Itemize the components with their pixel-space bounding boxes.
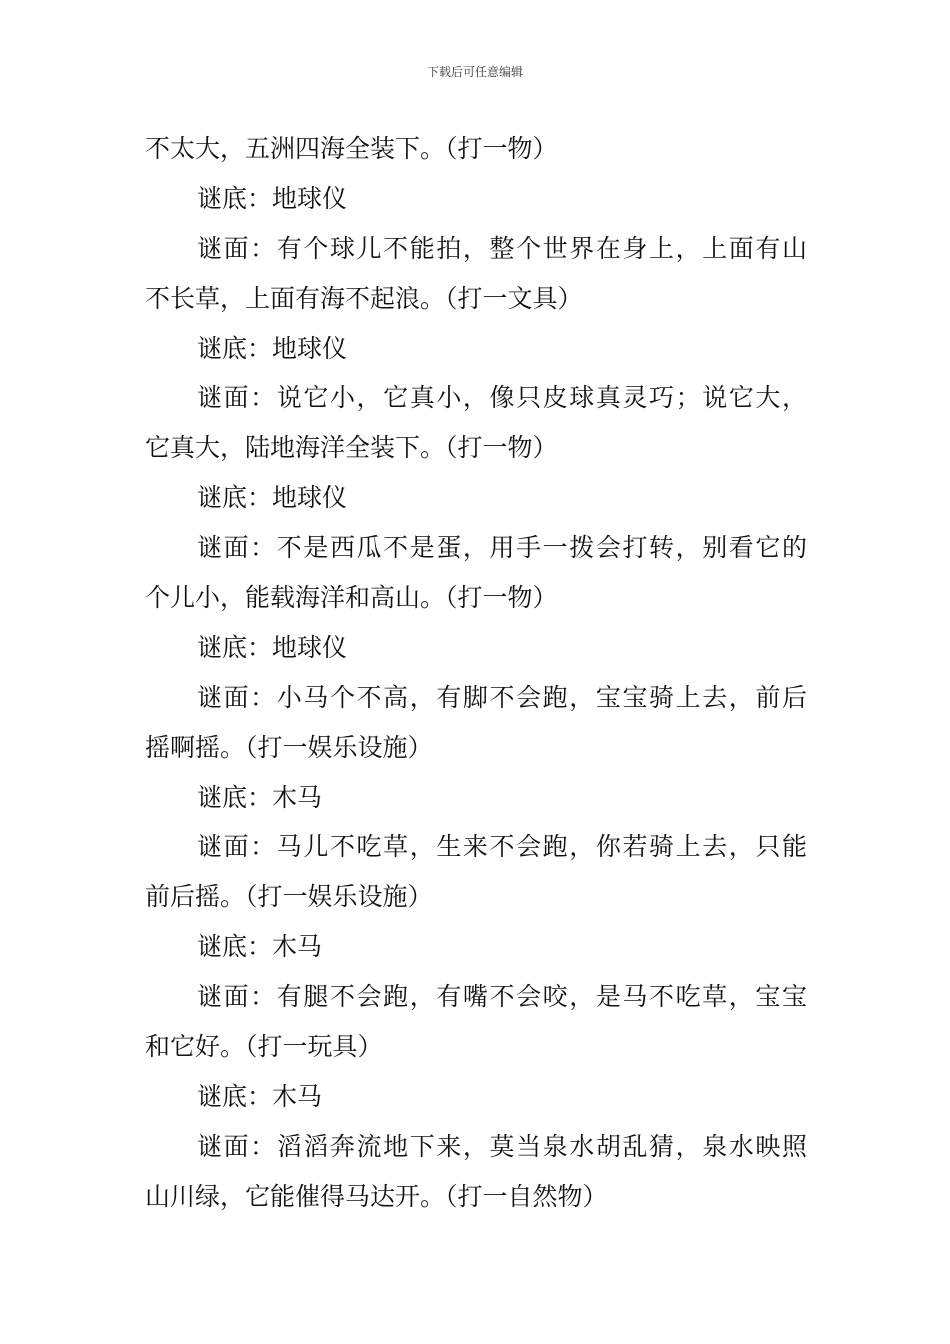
riddle-question-line: 谜面：马儿不吃草，生来不会跑，你若骑上去，只能 — [197, 832, 807, 862]
riddle-question-line: 谜面：有个球儿不能拍，整个世界在身上，上面有山 — [197, 233, 807, 263]
riddle-answer-line: 谜底：木马 — [197, 932, 323, 962]
text-line: 不太大，五洲四海全装下。（打一物） — [145, 134, 558, 163]
text-line: 个儿小，能载海洋和高山。（打一物） — [145, 583, 558, 613]
riddle-answer-line: 谜底：地球仪 — [197, 333, 348, 363]
riddle-question-line: 谜面：有腿不会跑，有嘴不会咬，是马不吃草，宝宝 — [197, 982, 807, 1012]
text-line: 不长草，上面有海不起浪。（打一文具） — [145, 283, 583, 313]
text-line: 和它好。（打一玩具） — [145, 1032, 383, 1062]
riddle-question-line: 谜面：滔滔奔流地下来，莫当泉水胡乱猜，泉水映照 — [197, 1131, 807, 1161]
page-header: 下载后可任意编辑 — [426, 65, 523, 79]
riddle-answer-line: 谜底：地球仪 — [197, 183, 348, 213]
riddle-question-line: 谜面：小马个不高，有脚不会跑，宝宝骑上去，前后 — [197, 682, 807, 712]
riddle-answer-line: 谜底：地球仪 — [197, 632, 348, 662]
text-line: 前后摇。（打一娱乐设施） — [145, 882, 433, 912]
riddle-answer-line: 谜底：木马 — [197, 1081, 323, 1111]
text-line: 摇啊摇。（打一娱乐设施） — [145, 732, 433, 762]
text-line: 山川绿，它能催得马达开。（打一自然物） — [145, 1181, 608, 1211]
text-line: 它真大，陆地海洋全装下。（打一物） — [145, 433, 558, 463]
riddle-question-line: 谜面：说它小，它真小，像只皮球真灵巧；说它大， — [197, 383, 807, 413]
riddle-answer-line: 谜底：木马 — [197, 782, 323, 812]
document-body — [145, 124, 807, 1222]
riddle-answer-line: 谜底：地球仪 — [197, 483, 348, 513]
riddle-question-line: 谜面：不是西瓜不是蛋，用手一拨会打转，别看它的 — [197, 533, 807, 563]
